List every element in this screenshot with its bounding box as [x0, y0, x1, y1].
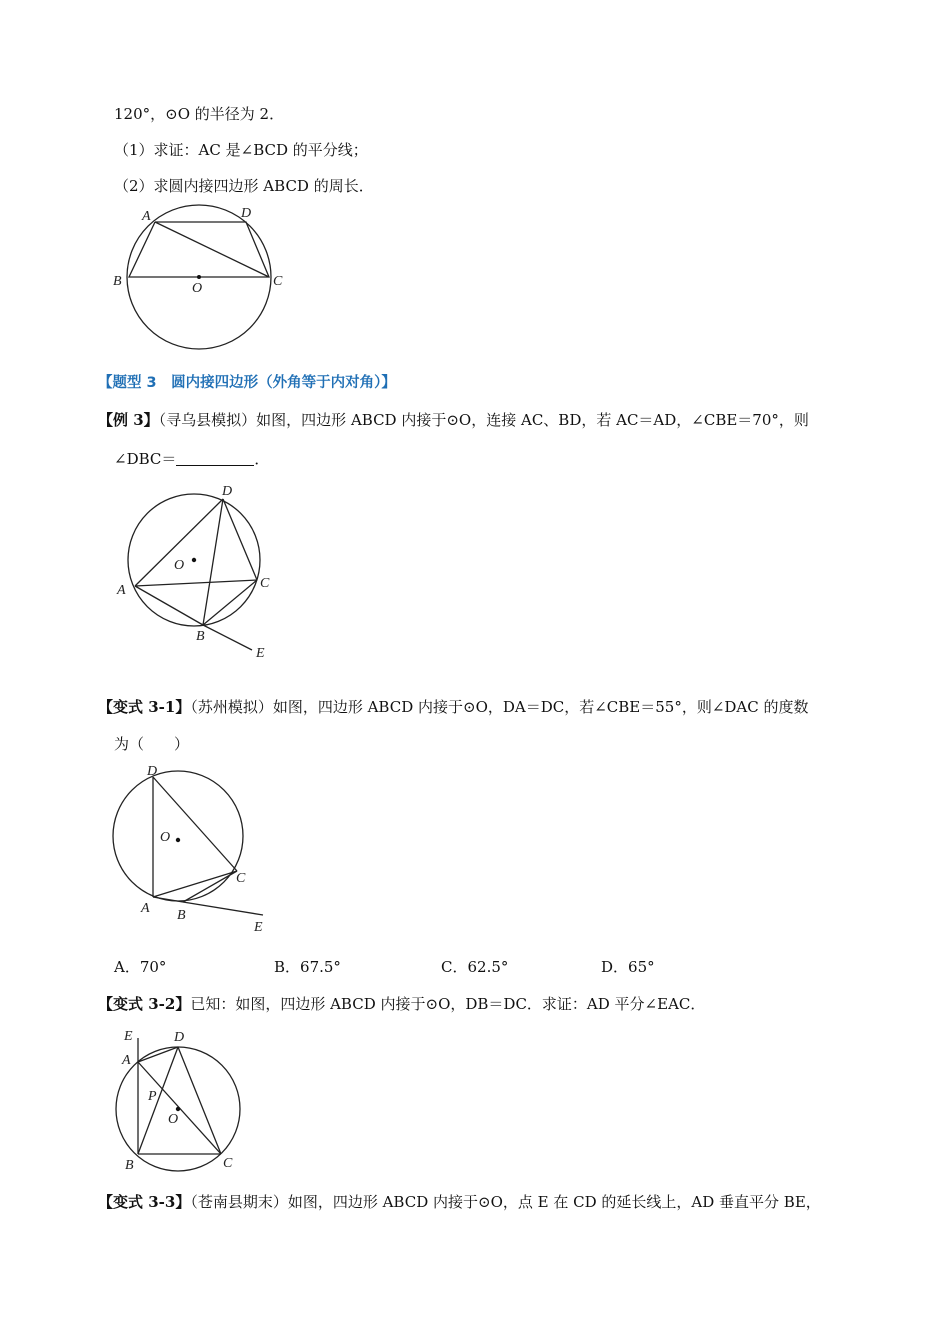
label-D: D	[222, 484, 233, 499]
option-d[interactable]: D．65°	[601, 958, 655, 976]
label-O: O	[174, 558, 185, 573]
label-C: C	[223, 1156, 233, 1171]
variant-3-3-line1	[98, 1192, 821, 1212]
label-O: O	[168, 1112, 179, 1127]
variant-3-2-figure	[112, 1022, 252, 1177]
variant-3-1-line2: 为（ ）	[114, 735, 190, 753]
option-c[interactable]: C．62.5°	[441, 958, 509, 976]
label-E: E	[254, 920, 263, 935]
label-E: E	[124, 1029, 133, 1044]
label-B: B	[196, 629, 205, 644]
label-A: A	[117, 583, 126, 598]
label-O: O	[160, 830, 171, 845]
label-A: A	[142, 209, 151, 224]
variant-3-2-text: 已知：如图，四边形 ABCD 内接于⊙O，DB＝DC．求证：AD 平分∠EAC．	[190, 995, 706, 1013]
section-heading: 【题型 3 圆内接四边形（外角等于内对角）】	[98, 375, 396, 391]
variant-3-2-tag: 【变式 3-2】	[98, 995, 191, 1013]
label-D: D	[174, 1030, 185, 1045]
label-C: C	[273, 274, 283, 289]
prev-problem-question-2: （2）求圆内接四边形 ABCD 的周长．	[114, 177, 374, 195]
example-3-tag: 【例 3】	[98, 411, 159, 429]
label-B: B	[113, 274, 122, 289]
example-3-text: （寻乌县模拟）如图，四边形 ABCD 内接于⊙O，连接 AC、BD，若 AC＝AD，∠CBE＝70°，则	[158, 411, 809, 429]
variant-3-3-text: （苍南县期末）如图，四边形 ABCD 内接于⊙O，点 E 在 CD 的延长线上，AD 垂直平分 BE，	[190, 1193, 821, 1211]
variant-3-1-line1	[98, 697, 809, 717]
label-B: B	[125, 1158, 134, 1173]
label-A: A	[122, 1053, 131, 1068]
label-D: D	[241, 206, 252, 221]
variant-3-1-tag: 【变式 3-1】	[98, 698, 191, 716]
label-C: C	[236, 871, 246, 886]
label-D: D	[147, 764, 158, 779]
variant-3-1-text: （苏州模拟）如图，四边形 ABCD 内接于⊙O，DA＝DC，若∠CBE＝55°，则∠DAC 的度数	[190, 698, 809, 716]
label-B: B	[177, 908, 186, 923]
option-b[interactable]: B．67.5°	[274, 958, 341, 976]
answer-suffix: ．	[254, 450, 270, 468]
answer-prefix: ∠DBC＝	[114, 450, 177, 468]
variant-3-2-line1	[98, 994, 705, 1014]
label-P: P	[148, 1089, 157, 1104]
example-3-line2	[114, 449, 269, 469]
variant-3-1-figure	[100, 760, 280, 940]
example-3-figure	[110, 480, 280, 665]
prev-problem-question-1: （1）求证：AC 是∠BCD 的平分线；	[114, 141, 368, 159]
label-A: A	[141, 901, 150, 916]
variant-3-3-tag: 【变式 3-3】	[98, 1193, 191, 1211]
example-3-line1	[98, 410, 809, 430]
prev-problem-figure	[100, 195, 300, 355]
label-O: O	[192, 281, 203, 296]
answer-blank[interactable]	[176, 451, 254, 466]
prev-problem-line1: 120°，⊙O 的半径为 2．	[114, 105, 285, 123]
label-C: C	[260, 576, 270, 591]
option-a[interactable]: A．70°	[114, 958, 167, 976]
label-E: E	[256, 646, 265, 661]
